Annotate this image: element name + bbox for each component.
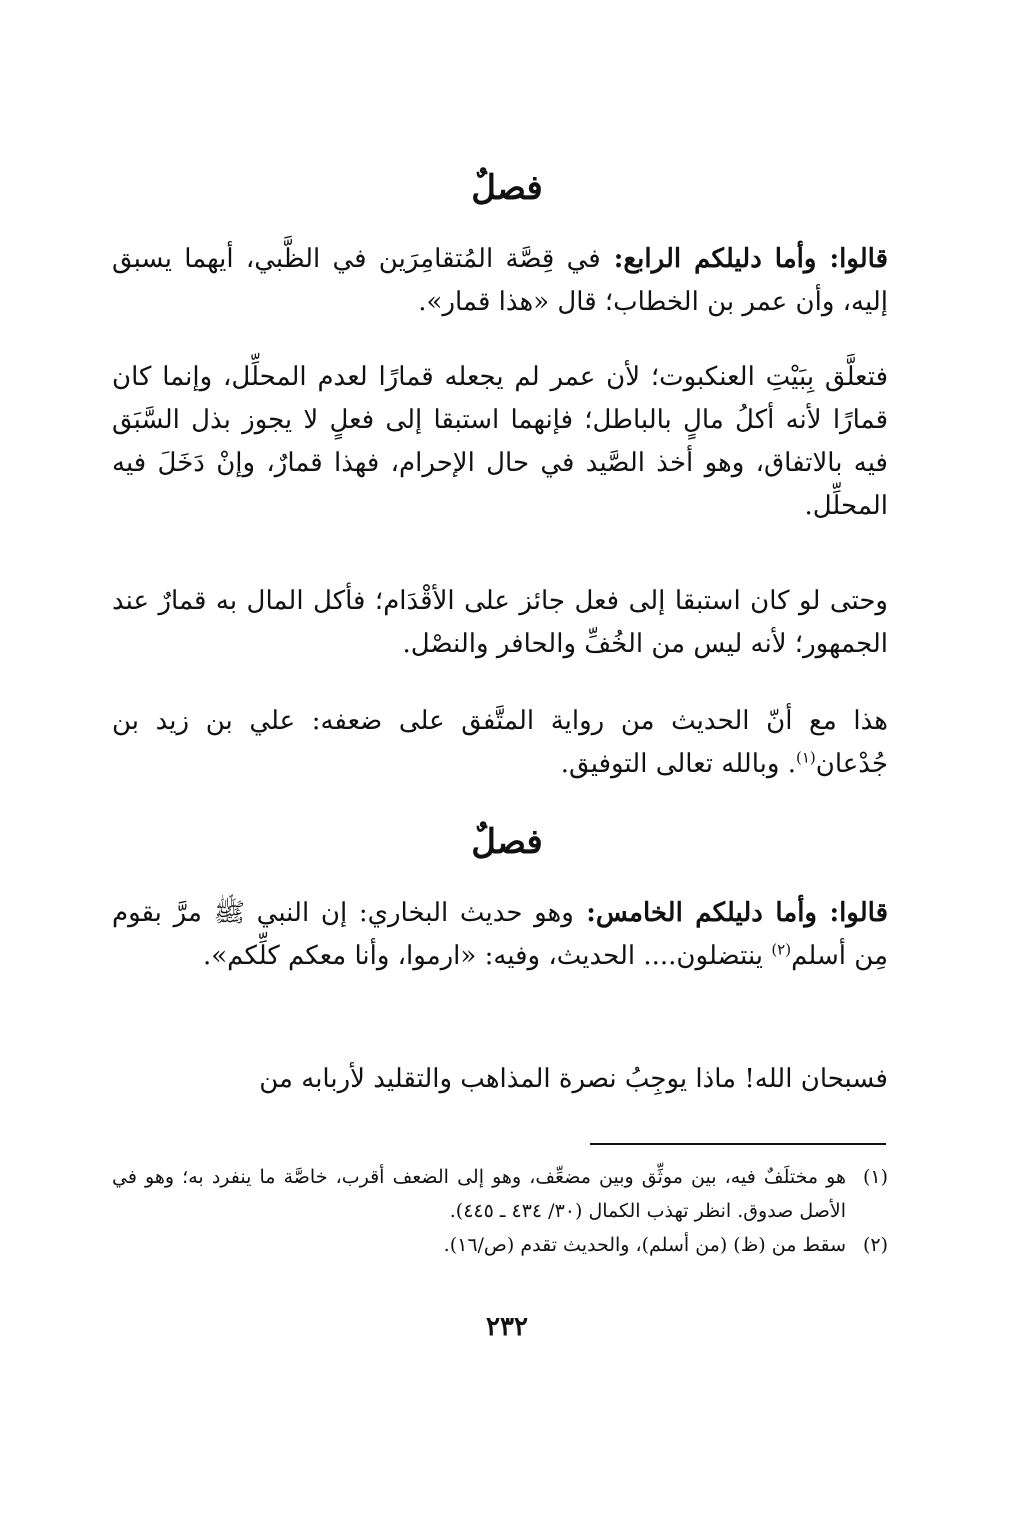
paragraph-text: فسبحان الله! ماذا يوجِبُ نصرة المذاهب والتقليد لأربابه من <box>259 1064 888 1094</box>
page-number: ٢٣٢ <box>486 1312 528 1342</box>
footnote-divider <box>590 1143 886 1145</box>
paragraph-text: في قِصَّة المُتقامِرَين في الظَّبي، أيهما يسبق إليه، وأن عمر بن الخطاب؛ قال «هذا قمار». <box>112 244 888 317</box>
footnote-number: (١) <box>862 1166 888 1188</box>
paragraph <box>112 892 888 978</box>
footnote <box>112 1228 888 1262</box>
footnote-ref[interactable]: (٢) <box>771 940 792 959</box>
paragraph-text: . وبالله تعالى التوفيق. <box>560 749 796 779</box>
paragraph <box>112 700 888 786</box>
section-heading: فصلٌ <box>471 822 543 862</box>
footnote-text: هو مختلَفٌ فيه، بين موثِّق وبين مضعِّف، وهو إلى الضعف أقرب، خاصَّة ما ينفرد به؛ وهو في الأصل صدوق. انظر تهذب الكمال (٣٠/ ٤٣٤ ـ ٤٤٥). <box>112 1166 846 1222</box>
footnote-text: سقط من (ظ) (من أسلم)، والحديث تقدم (ص/١٦). <box>443 1234 846 1256</box>
section-heading: فصلٌ <box>471 168 543 208</box>
paragraph-text: هذا مع أنّ الحديث من رواية المتَّفق على ضعفه: علي بن زيد بن جُدْعان <box>112 706 888 779</box>
footnote-number: (٢) <box>862 1234 888 1256</box>
paragraph <box>112 238 888 324</box>
footnotes <box>112 1160 888 1262</box>
paragraph-lead: قالوا: وأما دليلكم الرابع: <box>600 244 888 274</box>
footnote <box>112 1160 888 1228</box>
paragraph-text: وحتى لو كان استبقا إلى فعل جائز على الأقْدَام؛ فأكل المال به قمارٌ عند الجمهور؛ لأنه ليس من الخُفِّ والحافر والنصْل. <box>112 586 888 659</box>
footnote-ref[interactable]: (١) <box>795 748 816 767</box>
paragraph-lead: قالوا: وأما دليلكم الخامس: <box>573 898 888 928</box>
paragraph-text: فتعلَّق بِبَيْتِ العنكبوت؛ لأن عمر لم يجعله قمارًا لعدم المحلِّل، وإنما كان قمارًا لأنه أكلُ مالٍ بالباطل؛ فإنهما استبقا إلى فعلٍ لا يجوز بذل السَّبَق فيه بالاتفاق، وهو أخذ الصَّيد في حال الإحرام، فهذا قمارٌ، وإنْ دَخَلَ فيه المحلِّل. <box>112 362 888 521</box>
paragraph-text: ينتضلون.... الحديث، وفيه: «ارموا، وأنا معكم كلِّكم». <box>202 941 772 971</box>
paragraph-text: وهو حديث البخاري: إن النبي ﷺ مرَّ بقوم مِن أسلم <box>112 898 888 971</box>
paragraph <box>112 356 888 528</box>
paragraph <box>112 580 888 666</box>
paragraph <box>112 1058 888 1101</box>
